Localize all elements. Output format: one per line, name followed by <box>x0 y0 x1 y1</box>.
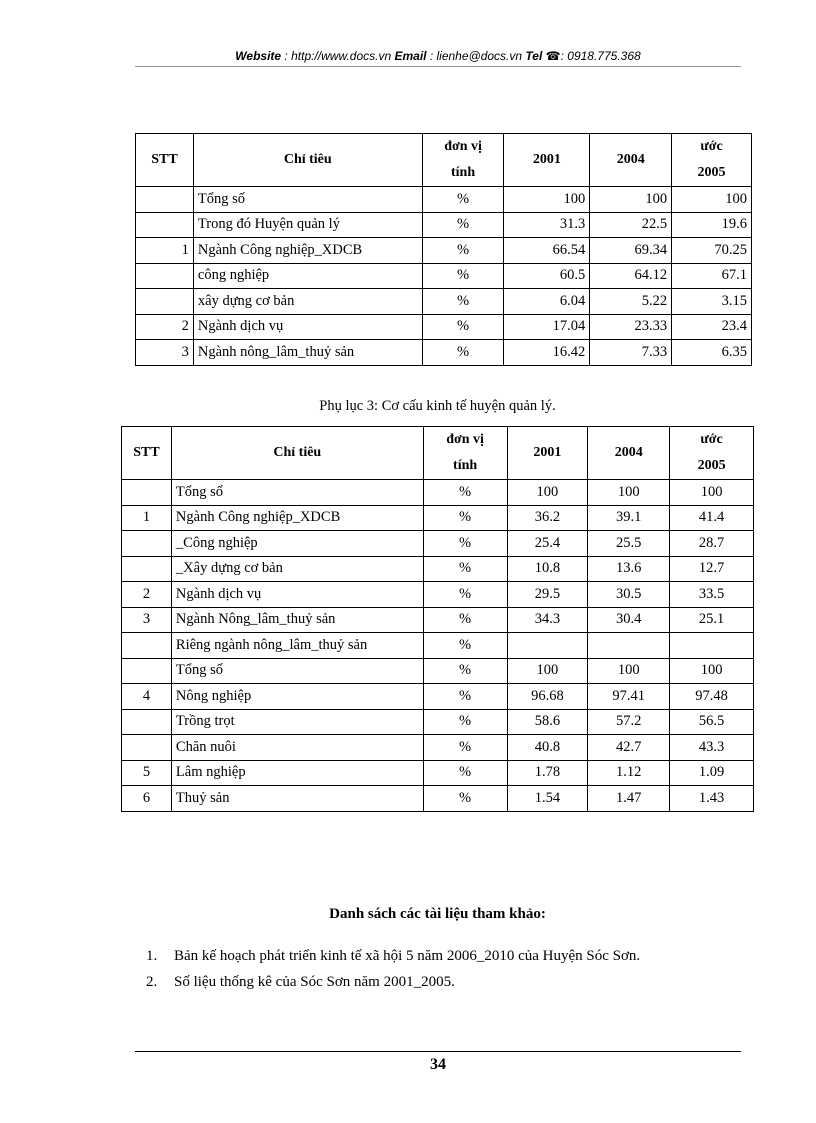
cell-stt <box>136 263 194 289</box>
cell-chi-tieu: Ngành Công nghiệp_XDCB <box>193 238 422 264</box>
cell-chi-tieu: Tổng số <box>193 187 422 213</box>
cell-2004: 42.7 <box>588 735 670 761</box>
cell-chi-tieu: Trong đó Huyện quản lý <box>193 212 422 238</box>
table-row <box>122 760 754 786</box>
header-don-vi-line2: tính <box>451 165 476 180</box>
cell-unit: % <box>423 582 507 608</box>
cell-stt <box>122 735 172 761</box>
cell-2005: 3.15 <box>672 289 752 315</box>
cell-2001: 66.54 <box>504 238 590 264</box>
cell-unit: % <box>422 263 504 289</box>
cell-2001 <box>507 633 588 659</box>
cell-unit: % <box>422 187 504 213</box>
table-row <box>122 658 754 684</box>
cell-unit: % <box>423 556 507 582</box>
cell-2004 <box>588 633 670 659</box>
cell-chi-tieu: xây dựng cơ bản <box>193 289 422 315</box>
cell-stt <box>136 289 194 315</box>
email-label: Email <box>394 49 427 63</box>
cell-2004: 64.12 <box>590 263 672 289</box>
cell-2005: 12.7 <box>670 556 754 582</box>
cell-2001: 36.2 <box>507 505 588 531</box>
table-row <box>136 238 752 264</box>
cell-unit: % <box>423 480 507 506</box>
table-row <box>122 505 754 531</box>
cell-2005: 1.09 <box>670 760 754 786</box>
reference-item <box>146 972 640 998</box>
cell-chi-tieu: Thuỷ sản <box>171 786 423 812</box>
table-row <box>122 607 754 633</box>
cell-unit: % <box>423 786 507 812</box>
cell-2005: 25.1 <box>670 607 754 633</box>
cell-2004: 97.41 <box>588 684 670 710</box>
table-row <box>122 480 754 506</box>
email-text: : lienhe@docs.vn <box>426 49 526 63</box>
cell-2001: 29.5 <box>507 582 588 608</box>
tel-label: Tel <box>525 49 543 63</box>
table1-body <box>136 187 752 366</box>
table-row <box>122 556 754 582</box>
cell-unit: % <box>423 633 507 659</box>
cell-2005 <box>670 633 754 659</box>
cell-stt: 3 <box>136 340 194 366</box>
cell-2004: 39.1 <box>588 505 670 531</box>
cell-2004: 25.5 <box>588 531 670 557</box>
table-row <box>122 735 754 761</box>
cell-stt <box>136 187 194 213</box>
header-chi-tieu: Chỉ tiêu <box>171 427 423 480</box>
cell-chi-tieu: công nghiệp <box>193 263 422 289</box>
cell-2001: 58.6 <box>507 709 588 735</box>
cell-stt: 1 <box>136 238 194 264</box>
cell-2005: 19.6 <box>672 212 752 238</box>
table-header-row <box>122 427 754 480</box>
phone-icon: ☎ <box>545 49 561 63</box>
cell-unit: % <box>423 735 507 761</box>
cell-2004: 69.34 <box>590 238 672 264</box>
cell-stt: 4 <box>122 684 172 710</box>
table-header-row <box>136 134 752 187</box>
cell-2005: 67.1 <box>672 263 752 289</box>
reference-number: 2. <box>146 974 158 990</box>
table-row <box>136 314 752 340</box>
cell-chi-tieu: Ngành Nông_lâm_thuỷ sản <box>171 607 423 633</box>
website-label: Website <box>235 49 282 63</box>
cell-2005: 6.35 <box>672 340 752 366</box>
cell-unit: % <box>423 607 507 633</box>
cell-2001: 6.04 <box>504 289 590 315</box>
cell-chi-tieu: Trồng trọt <box>171 709 423 735</box>
page-header <box>135 46 741 67</box>
cell-2001: 31.3 <box>504 212 590 238</box>
cell-2004: 30.4 <box>588 607 670 633</box>
cell-2001: 100 <box>507 658 588 684</box>
header-don-vi <box>422 134 504 187</box>
header-2004: 2004 <box>588 427 670 480</box>
cell-2001: 10.8 <box>507 556 588 582</box>
cell-stt: 3 <box>122 607 172 633</box>
cell-stt: 6 <box>122 786 172 812</box>
table-row <box>122 709 754 735</box>
cell-unit: % <box>422 340 504 366</box>
header-don-vi-line2: tính <box>453 458 478 473</box>
cell-stt <box>136 212 194 238</box>
cell-2005: 100 <box>672 187 752 213</box>
table-row <box>122 582 754 608</box>
cell-stt <box>122 531 172 557</box>
cell-2004: 100 <box>588 480 670 506</box>
cell-2004: 100 <box>590 187 672 213</box>
cell-2004: 7.33 <box>590 340 672 366</box>
header-don-vi <box>423 427 507 480</box>
cell-stt: 2 <box>136 314 194 340</box>
cell-2001: 100 <box>504 187 590 213</box>
cell-stt <box>122 633 172 659</box>
cell-chi-tieu: Lâm nghiệp <box>171 760 423 786</box>
cell-2005: 23.4 <box>672 314 752 340</box>
cell-unit: % <box>422 238 504 264</box>
cell-stt: 5 <box>122 760 172 786</box>
cell-2004: 57.2 <box>588 709 670 735</box>
cell-2001: 1.54 <box>507 786 588 812</box>
cell-unit: % <box>423 658 507 684</box>
reference-text: Bản kế hoạch phát triển kinh tế xã hội 5 năm 2006_2010 của Huyện Sóc Sơn. <box>174 948 641 964</box>
reference-text: Số liệu thống kê của Sóc Sơn năm 2001_2005. <box>174 974 455 990</box>
cell-unit: % <box>422 289 504 315</box>
cell-stt <box>122 480 172 506</box>
header-don-vi-line1: đơn vị <box>446 432 484 447</box>
cell-unit: % <box>423 684 507 710</box>
cell-2005: 97.48 <box>670 684 754 710</box>
cell-2005: 56.5 <box>670 709 754 735</box>
cell-chi-tieu: _Công nghiệp <box>171 531 423 557</box>
cell-stt <box>122 556 172 582</box>
cell-chi-tieu: Ngành dịch vụ <box>193 314 422 340</box>
cell-chi-tieu: _Xây dựng cơ bản <box>171 556 423 582</box>
cell-2005: 33.5 <box>670 582 754 608</box>
references-title: Danh sách các tài liệu tham khảo: <box>329 906 546 922</box>
page-number: 34 <box>430 1056 446 1073</box>
table-row <box>122 684 754 710</box>
cell-chi-tieu: Tổng số <box>171 480 423 506</box>
cell-2001: 40.8 <box>507 735 588 761</box>
header-2001: 2001 <box>504 134 590 187</box>
cell-2005: 70.25 <box>672 238 752 264</box>
header-uoc-line1: ước <box>700 139 723 154</box>
table-caption: Phụ lục 3: Cơ cấu kinh tế huyện quản lý. <box>319 398 556 414</box>
table2-body <box>122 480 754 812</box>
table-row <box>122 786 754 812</box>
cell-2001: 1.78 <box>507 760 588 786</box>
cell-2004: 13.6 <box>588 556 670 582</box>
cell-2004: 23.33 <box>590 314 672 340</box>
cell-unit: % <box>423 505 507 531</box>
cell-chi-tieu: Nông nghiệp <box>171 684 423 710</box>
reference-item <box>146 946 640 972</box>
references-list <box>146 946 640 998</box>
website-text: : http://www.docs.vn <box>281 49 395 63</box>
table-row <box>136 212 752 238</box>
cell-2004: 22.5 <box>590 212 672 238</box>
table-row <box>122 531 754 557</box>
header-chi-tieu: Chỉ tiêu <box>193 134 422 187</box>
table-row <box>136 263 752 289</box>
cell-unit: % <box>423 709 507 735</box>
cell-2005: 41.4 <box>670 505 754 531</box>
cell-chi-tieu: Chăn nuôi <box>171 735 423 761</box>
cell-chi-tieu: Ngành dịch vụ <box>171 582 423 608</box>
table-row <box>122 633 754 659</box>
cell-2004: 1.47 <box>588 786 670 812</box>
cell-2004: 100 <box>588 658 670 684</box>
table-district-economic-structure <box>121 426 754 812</box>
cell-2001: 34.3 <box>507 607 588 633</box>
table-economic-structure-total <box>135 133 752 366</box>
cell-stt: 2 <box>122 582 172 608</box>
cell-2001: 25.4 <box>507 531 588 557</box>
header-uoc-line1: ước <box>700 432 723 447</box>
cell-2001: 17.04 <box>504 314 590 340</box>
reference-number: 1. <box>146 948 158 964</box>
table-row <box>136 340 752 366</box>
cell-2005: 1.43 <box>670 786 754 812</box>
cell-chi-tieu: Ngành Công nghiệp_XDCB <box>171 505 423 531</box>
header-2001: 2001 <box>507 427 588 480</box>
cell-chi-tieu: Riêng ngành nông_lâm_thuỷ sản <box>171 633 423 659</box>
cell-unit: % <box>422 314 504 340</box>
table-row <box>136 289 752 315</box>
header-uoc-line2: 2005 <box>697 458 726 473</box>
cell-2005: 100 <box>670 480 754 506</box>
cell-stt: 1 <box>122 505 172 531</box>
cell-unit: % <box>422 212 504 238</box>
cell-2001: 60.5 <box>504 263 590 289</box>
table-row <box>136 187 752 213</box>
header-uoc-2005 <box>672 134 752 187</box>
header-uoc-line2: 2005 <box>697 165 726 180</box>
header-stt: STT <box>122 427 172 480</box>
cell-stt <box>122 709 172 735</box>
cell-chi-tieu: Ngành nông_lâm_thuỷ sản <box>193 340 422 366</box>
cell-2004: 5.22 <box>590 289 672 315</box>
cell-2005: 28.7 <box>670 531 754 557</box>
cell-2001: 16.42 <box>504 340 590 366</box>
cell-stt <box>122 658 172 684</box>
cell-2005: 100 <box>670 658 754 684</box>
cell-2005: 43.3 <box>670 735 754 761</box>
cell-chi-tieu: Tổng số <box>171 658 423 684</box>
cell-unit: % <box>423 531 507 557</box>
cell-2001: 100 <box>507 480 588 506</box>
header-2004: 2004 <box>590 134 672 187</box>
header-uoc-2005 <box>670 427 754 480</box>
cell-unit: % <box>423 760 507 786</box>
footer-divider <box>135 1051 741 1052</box>
header-don-vi-line1: đơn vị <box>444 139 482 154</box>
cell-2004: 1.12 <box>588 760 670 786</box>
cell-2004: 30.5 <box>588 582 670 608</box>
cell-2001: 96.68 <box>507 684 588 710</box>
header-stt: STT <box>136 134 194 187</box>
tel-text: : 0918.775.368 <box>560 49 641 63</box>
